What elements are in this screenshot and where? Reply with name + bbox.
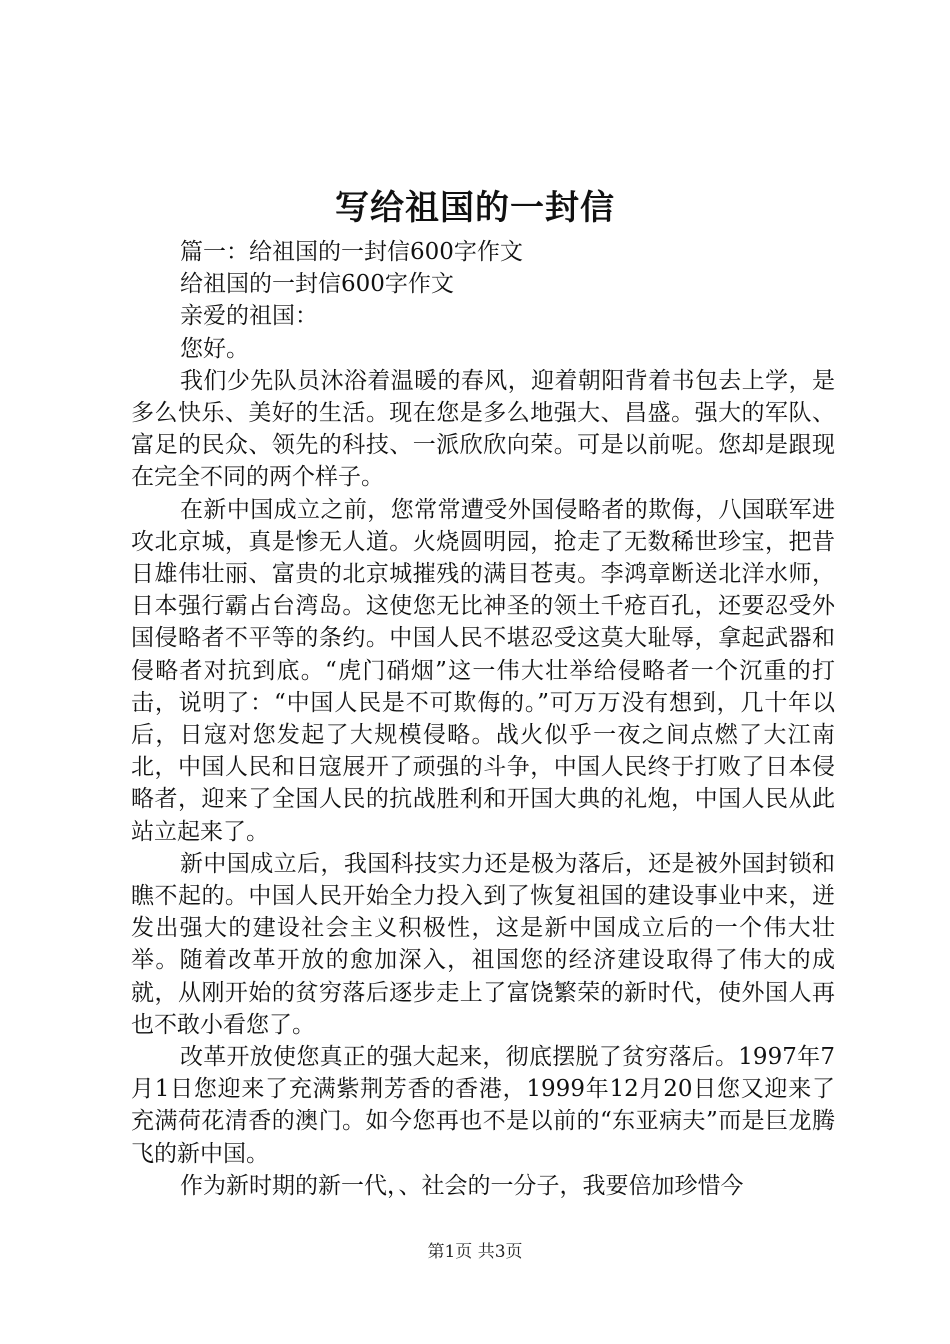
paragraph-1: 我们少先队员沐浴着温暖的春风，迎着朝阳背着书包去上学，是多么快乐、美好的生活。现在您是多么地强大、昌盛。强大的军队、富足的民众、领先的科技、一派欣欣向荣。可是以前呢。您却是跟现在完全不同的两个样子。	[131, 367, 835, 491]
salutation-line: 亲爱的祖国：	[180, 303, 318, 330]
paragraph-5: 作为新时期的新一代，、社会的一分子，我要倍加珍惜今	[180, 1172, 744, 1199]
paragraph-3: 新中国成立后，我国科技实力还是极为落后，还是被外国封锁和瞧不起的。中国人民开始全力投入到了恢复祖国的建设事业中来，迸发出强大的建设社会主义积极性，这是新中国成立后的一个伟大壮举。随着改革开放的愈加深入，祖国您的经济建设取得了伟大的成就，从刚开始的贫穷落后逐步走上了富饶繁荣的新时代，使外国人再也不敢小看您了。	[131, 850, 835, 1038]
document-title: 写给祖国的一封信	[335, 188, 615, 228]
page-number-footer: 第1页 共3页	[427, 1242, 523, 1262]
paragraph-2: 在新中国成立之前，您常常遭受外国侵略者的欺侮，八国联军进攻北京城，真是惨无人道。火烧圆明园，抢走了无数稀世珍宝，把昔日雄伟壮丽、富贵的北京城摧残的满目苍夷。李鸿章断送北洋水师，日本强行霸占台湾岛。这使您无比神圣的领土千疮百孔，还要忍受外国侵略者不平等的条约。中国人民不堪忍受这莫大耻辱，拿起武器和侵略者对抗到底。“虎门硝烟”这一伟大壮举给侵略者一个沉重的打击，说明了：“中国人民是不可欺侮的。”可万万没有想到，几十年以后，日寇对您发起了大规模侵略。战火似乎一夜之间点燃了大江南北，中国人民和日寇展开了顽强的斗争，中国人民终于打败了日本侵略者，迎来了全国人民的抗战胜利和开国大典的礼炮，中国人民从此站立起来了。	[131, 496, 835, 845]
paragraph-4: 改革开放使您真正的强大起来，彻底摆脱了贫穷落后。1997年7月1日您迎来了充满紫荆芳香的香港，1999年12月20日您又迎来了充满荷花清香的澳门。如今您再也不是以前的“东亚病夫”而是巨龙腾飞的新中国。	[131, 1044, 835, 1167]
greeting-line: 您好。	[180, 335, 249, 362]
document-body	[131, 236, 835, 1202]
essay-title-line: 给祖国的一封信600字作文	[180, 271, 454, 298]
subtitle-line: 篇一：给祖国的一封信600字作文	[180, 239, 523, 265]
